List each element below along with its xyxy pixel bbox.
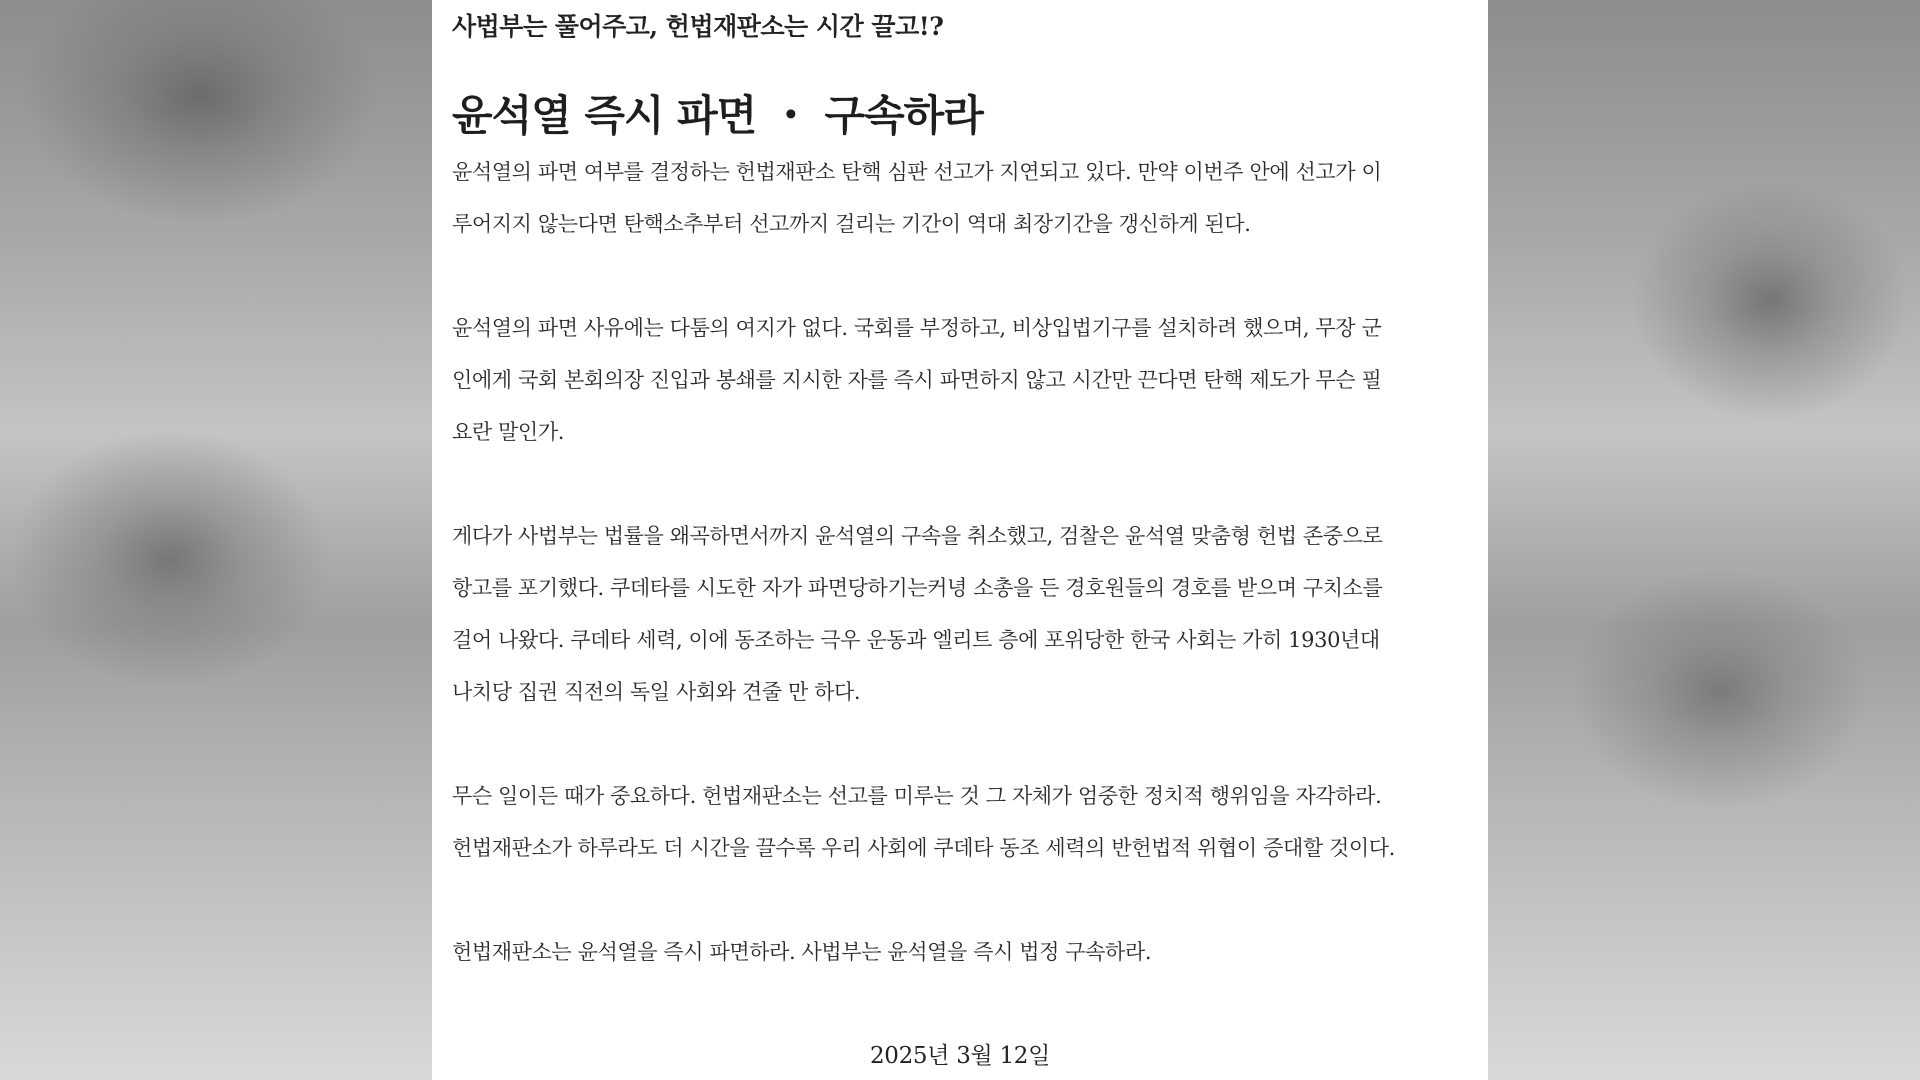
paragraph-5	[452, 926, 1482, 978]
paragraph-4	[452, 770, 1482, 874]
statement-page	[432, 0, 1488, 1080]
paragraph-3-line-2: 항고를 포기했다. 쿠데타를 시도한 자가 파면당하기는커녕 소총을 든 경호원들의 경호를 받으며 구치소를	[452, 576, 1383, 600]
statement-date: 2025년 3월 12일	[869, 1043, 1051, 1069]
paragraph-3-line-4: 나치당 집권 직전의 독일 사회와 견줄 만 하다.	[452, 680, 861, 704]
paragraph-4-line-1: 무슨 일이든 때가 중요하다. 헌법재판소는 선고를 미루는 것 그 자체가 엄중한 정치적 행위임을 자각하라.	[452, 784, 1382, 808]
paragraph-1-line-1: 윤석열의 파면 여부를 결정하는 헌법재판소 탄핵 심판 선고가 지연되고 있다. 만약 이번주 안에 선고가 이	[452, 160, 1382, 184]
subtitle: 사법부는 풀어주고, 헌법재판소는 시간 끌고!?	[452, 12, 944, 41]
paragraph-3-line-3: 걸어 나왔다. 쿠데타 세력, 이에 동조하는 극우 운동과 엘리트 층에 포위당한 한국 사회는 가히 1930년대	[452, 628, 1380, 652]
paragraph-5-line-1: 헌법재판소는 윤석열을 즉시 파면하라. 사법부는 윤석열을 즉시 법정 구속하라.	[452, 940, 1152, 964]
paragraph-1	[452, 146, 1482, 250]
paragraph-2-line-2: 인에게 국회 본회의장 진입과 봉쇄를 지시한 자를 즉시 파면하지 않고 시간만 끈다면 탄핵 제도가 무슨 필	[452, 368, 1382, 392]
paragraph-3-line-1: 게다가 사법부는 법률을 왜곡하면서까지 윤석열의 구속을 취소했고, 검찰은 윤석열 맞춤형 헌법 존중으로	[452, 524, 1383, 548]
paragraph-2	[452, 302, 1482, 458]
headline: 윤석열 즉시 파면 ・ 구속하라	[452, 91, 983, 140]
paragraph-2-line-1: 윤석열의 파면 사유에는 다툼의 여지가 없다. 국회를 부정하고, 비상입법기구를 설치하려 했으며, 무장 군	[452, 316, 1382, 340]
paragraph-2-line-3: 요란 말인가.	[452, 420, 564, 444]
paragraph-4-line-2: 헌법재판소가 하루라도 더 시간을 끌수록 우리 사회에 쿠데타 동조 세력의 반헌법적 위협이 증대할 것이다.	[452, 836, 1395, 860]
paragraph-1-line-2: 루어지지 않는다면 탄핵소추부터 선고까지 걸리는 기간이 역대 최장기간을 갱신하게 된다.	[452, 212, 1251, 236]
paragraph-3	[452, 510, 1482, 718]
body-text	[452, 146, 1482, 978]
